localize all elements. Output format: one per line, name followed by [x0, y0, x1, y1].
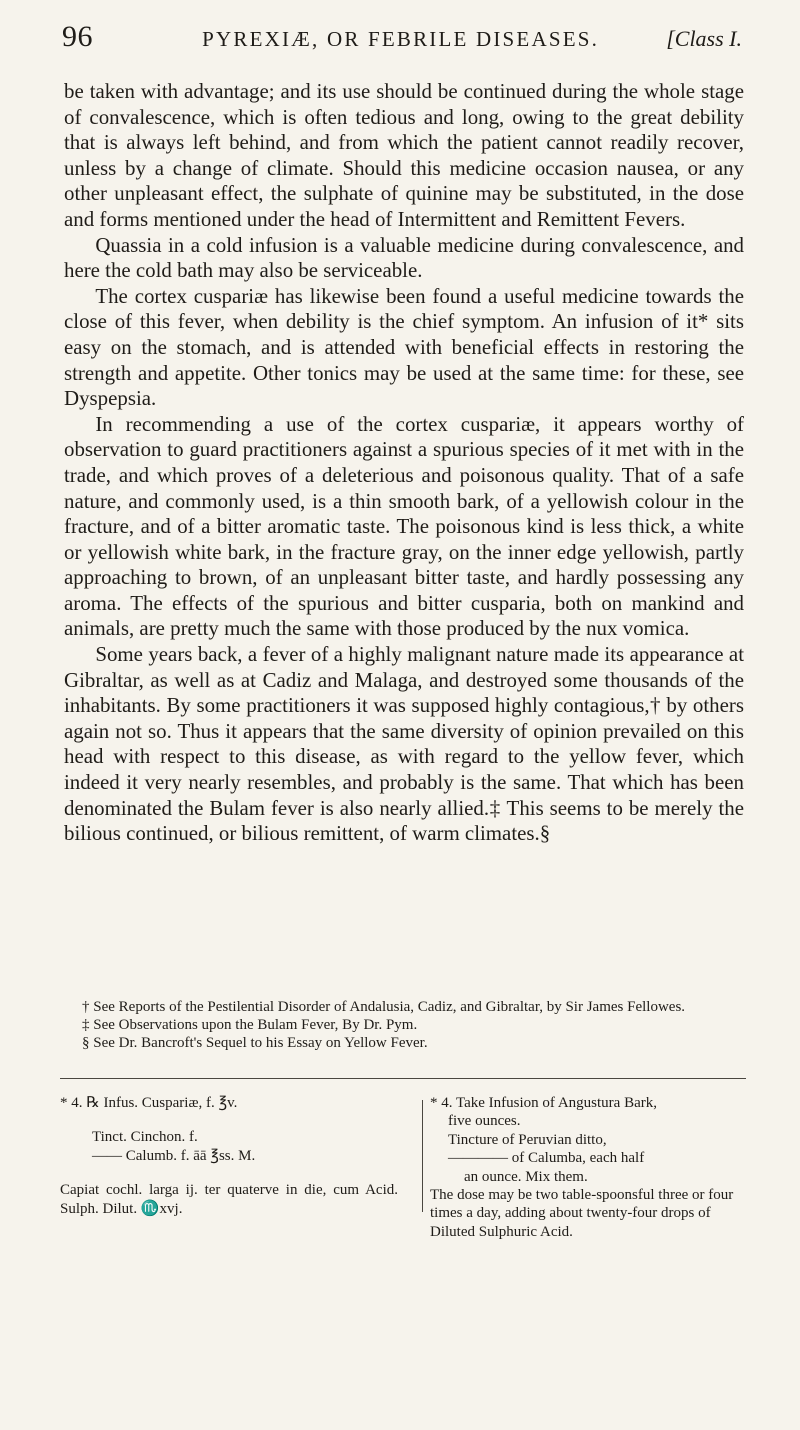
- paragraph: The cortex cuspariæ has likewise been found a useful medicine towards the close of this fever, when debility is the chief symptom. An infusion of it* sits easy on the stomach, and is attended with beneficial effects in restoring the strength and appetite. Other tonics may be used at the same time: for these, see Dyspepsia.: [64, 283, 744, 411]
- english-prescription: [430, 1094, 746, 1241]
- footnote-divider: [60, 1078, 746, 1079]
- english-line: Tincture of Peruvian ditto,: [448, 1131, 607, 1148]
- english-directions: The dose may be two table-spoonsful three or four times a day, adding about twenty-four drops of Diluted Sulphuric Acid.: [430, 1187, 734, 1240]
- running-head: [62, 20, 742, 60]
- paragraph: be taken with advantage; and its use should be continued during the whole stage of convalescence, which is often tedious and long, owing to the great debility that is always left behind, and from which the patient cannot readily recover, unless by a change of climate. Should this medicine occasion nausea, or any other unpleasant effect, the sulphate of quinine may be substituted, in the dose and forms mentioned under the head of Intermittent and Remittent Fevers.: [64, 79, 744, 231]
- footnote-double-dagger: ‡ See Observations upon the Bulam Fever, By Dr. Pym.: [82, 1017, 418, 1034]
- english-line: ———— of Calumba, each half: [448, 1150, 645, 1167]
- latin-prescription: [60, 1094, 398, 1218]
- latin-line: Tinct. Cinchon. f.: [92, 1129, 198, 1146]
- english-line: * 4. Take Infusion of Angustura Bark,: [430, 1095, 657, 1111]
- page-number: 96: [62, 20, 93, 53]
- class-label: [666, 26, 742, 52]
- running-title: PYREXIÆ, OR FEBRILE DISEASES.: [202, 27, 600, 51]
- paragraph: Some years back, a fever of a highly malignant nature made its appearance at Gibraltar, as well as at Cadiz and Malaga, and destroyed some thousands of the inhabitants. By some practitioners it was supposed highly contagious,† by others again not so. Thus it appears that the same diversity of opinion prevailed on this head with respect to this disease, as with regard to the yellow fever, which indeed it very nearly resembles, and probably is the same. That which has been denominated the Bulam fever is also nearly allied.‡ This seems to be merely the bilious continued, or bilious remittent, of warm climates.§: [64, 642, 744, 846]
- footnote-section: § See Dr. Bancroft's Sequel to his Essay on Yellow Fever.: [82, 1035, 428, 1052]
- prescription-columns: [60, 1094, 746, 1240]
- latin-line: —— Calumb. f. āā ℥ss. M.: [92, 1147, 256, 1164]
- column-divider: [422, 1100, 423, 1212]
- footnotes: [64, 998, 744, 1053]
- latin-line: * 4. ℞ Infus. Cuspariæ, f. ℥v.: [60, 1095, 238, 1111]
- body-text: [64, 79, 744, 847]
- class-label-text: [Class I.: [666, 26, 742, 51]
- footnote-dagger: † See Reports of the Pestilential Disorder of Andalusia, Cadiz, and Gibraltar, by Sir James Fellowes.: [82, 999, 686, 1015]
- latin-directions: Capiat cochl. larga ij. ter quaterve in die, cum Acid. Sulph. Dilut. ♏xvj.: [60, 1182, 398, 1217]
- paragraph: Quassia in a cold infusion is a valuable medicine during convalescence, and here the cold bath may also be serviceable.: [64, 232, 744, 283]
- english-line: an ounce. Mix them.: [464, 1168, 588, 1185]
- english-line: five ounces.: [448, 1113, 521, 1130]
- paragraph: In recommending a use of the cortex cuspariæ, it appears worthy of observation to guard practitioners against a spurious species of it met with in the trade, and which proves of a deleterious and poisonous quality. That of a safe nature, and commonly used, is a thin smooth bark, of a yellowish colour in the fracture, and of a bitter aromatic taste. The poisonous kind is less thick, a white or yellowish white bark, in the fracture gray, on the inner edge yellowish, partly approaching to brown, of an unpleasant bitter taste, and hardly possessing any aroma. The effects of the spurious and bitter cusparia, both on mankind and animals, are pretty much the same with those produced by the nux vomica.: [64, 411, 744, 641]
